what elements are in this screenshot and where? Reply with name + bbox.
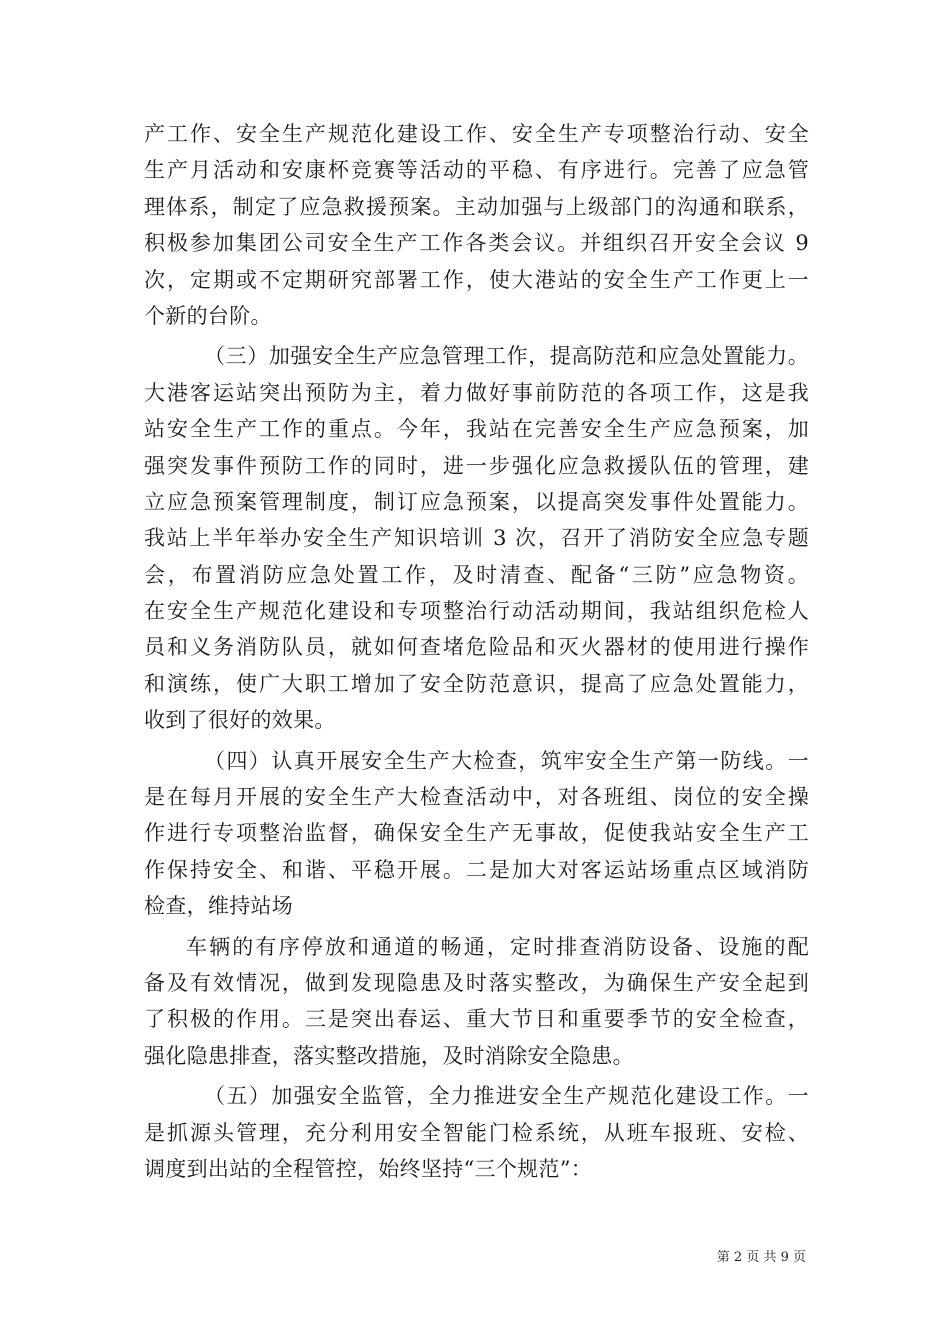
text-line: 调度到出站的全程管控，始终坚持“三个规范”： <box>144 1156 593 1181</box>
text-line: 会，布置消防应急处置工作，及时清查、配备“三防”应急物资。 <box>144 562 809 587</box>
text-line: 了积极的作用。三是突出春运、重大节日和重要季节的安全检查， <box>144 1007 809 1032</box>
text-line: 作进行专项整治监督，确保安全生产无事故，促使我站安全生产工 <box>144 821 809 846</box>
text-line: 是抓源头管理，充分利用安全智能门检系统，从班车报班、安检、 <box>144 1120 809 1145</box>
paragraph-4 <box>144 929 809 1075</box>
text-line: 备及有效情况，做到发现隐患及时落实整改，为确保生产安全起到 <box>144 970 809 995</box>
text-line: 积极参加集团公司安全生产工作各类会议。并组织召开安全会议 9 <box>144 231 809 256</box>
paragraph-2 <box>144 338 809 738</box>
text-line: 收到了很好的效果。 <box>144 708 336 733</box>
paragraph-5 <box>144 1078 809 1187</box>
text-line: 生产月活动和安康杯竞赛等活动的平稳、有序进行。完善了应急管 <box>144 158 809 183</box>
text-line: 作保持安全、和谐、平稳开展。二是加大对客运站场重点区域消防 <box>144 857 809 882</box>
text-line: 站安全生产工作的重点。今年，我站在完善安全生产应急预案，加 <box>144 417 809 442</box>
text-line: 强化隐患排查，落实整改措施，及时消除安全隐患。 <box>144 1043 634 1068</box>
text-line: 车辆的有序停放和通道的畅通，定时排查消防设备、设施的配 <box>186 934 809 959</box>
paragraph-1 <box>144 116 809 334</box>
text-line: 我站上半年举办安全生产知识培训 3 次，召开了消防安全应急专题 <box>144 526 809 551</box>
text-line: （四）认真开展安全生产大检查，筑牢安全生产第一防线。一 <box>204 748 809 773</box>
text-line: 和演练，使广大职工增加了安全防范意识，提高了应急处置能力， <box>144 671 809 696</box>
text-line: 是在每月开展的安全生产大检查活动中，对各班组、岗位的安全操 <box>144 785 809 810</box>
text-line: 大港客运站突出预防为主，着力做好事前防范的各项工作，这是我 <box>144 380 809 405</box>
page-number-footer: 第 2 页 共 9 页 <box>716 1250 806 1265</box>
document-body <box>144 116 809 1187</box>
text-line: 个新的台阶。 <box>144 303 272 328</box>
text-line: 在安全生产规范化建设和专项整治行动活动期间，我站组织危检人 <box>144 599 809 624</box>
text-line: 产工作、安全生产规范化建设工作、安全生产专项整治行动、安全 <box>144 122 809 146</box>
text-line: 强突发事件预防工作的同时，进一步强化应急救援队伍的管理，建 <box>144 453 809 478</box>
paragraph-3 <box>144 743 809 925</box>
text-line: 检查，维持站场 <box>144 894 294 919</box>
text-line: 员和义务消防队员，就如何查堵危险品和灭火器材的使用进行操作 <box>144 635 809 660</box>
text-line: 次，定期或不定期研究部署工作，使大港站的安全生产工作更上一 <box>144 267 809 292</box>
text-line: 理体系，制定了应急救援预案。主动加强与上级部门的沟通和联系， <box>144 194 809 219</box>
text-line: 立应急预案管理制度，制订应急预案，以提高突发事件处置能力。 <box>144 489 809 514</box>
text-line: （三）加强安全生产应急管理工作，提高防范和应急处置能力。 <box>204 344 809 369</box>
text-line: （五）加强安全监管，全力推进安全生产规范化建设工作。一 <box>204 1084 809 1109</box>
